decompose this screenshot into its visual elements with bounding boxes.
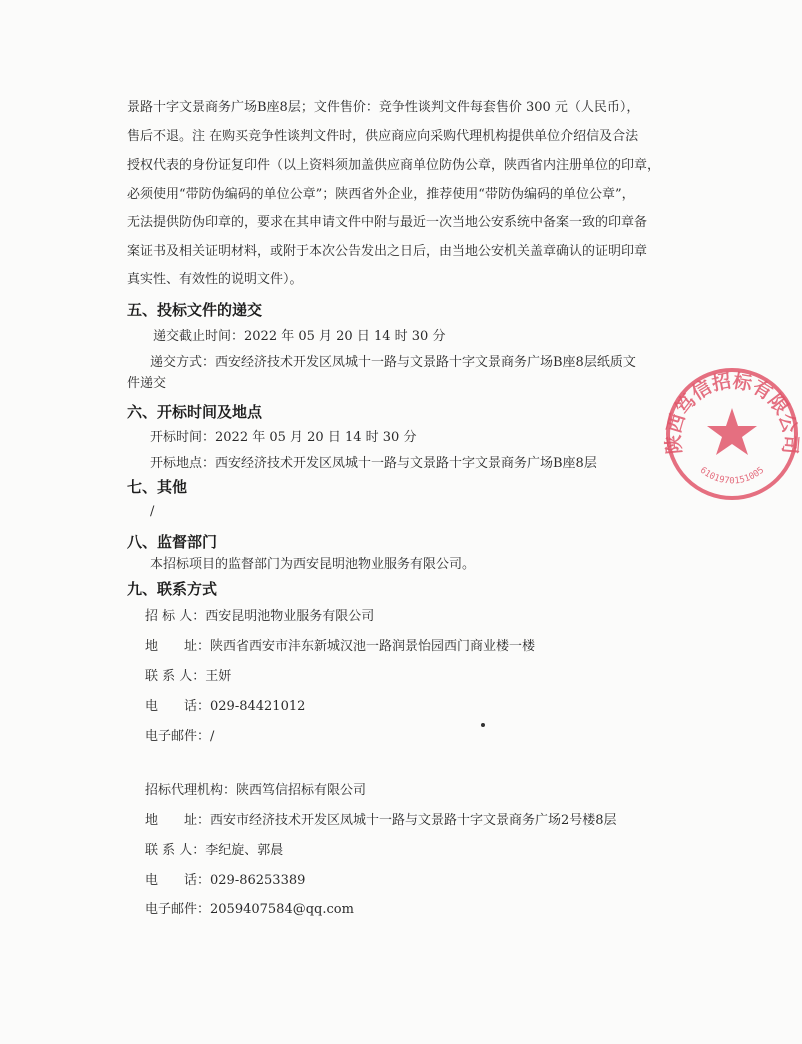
agency-address-row [145, 812, 617, 830]
field-value: 西安市经济技术开发区凤城十一路与文景路十字文景商务广场2号楼8层 [210, 813, 617, 828]
field-value: 2059407584@qq.com [210, 902, 354, 917]
field-value: 李纪旋、郭晨 [205, 843, 284, 858]
intro-line: 案证书及相关证明材料，或附于本次公告发出之日后，由当地公安机关盖章确认的证明印章 [127, 244, 648, 259]
seal-code: 6101970151005 [697, 465, 767, 487]
intro-line: 售后不退。注 在购买竞争性谈判文件时，供应商应向采购代理机构提供单位介绍信及合法 [127, 129, 639, 144]
intro-line: 无法提供防伪印章的，要求在其申请文件中附与最近一次当地公安系统中备案一致的印章备 [127, 215, 648, 230]
field-label: 地 址： [145, 813, 211, 828]
field-value: 029-86253389 [210, 873, 306, 888]
field-value: 陕西笃信招标有限公司 [236, 783, 367, 798]
scan-dot [481, 723, 485, 727]
field-label: 招 标 人： [145, 609, 206, 624]
field-label: 电 话： [145, 873, 211, 888]
field-label: 电 话： [145, 699, 211, 714]
company-seal [662, 364, 802, 504]
intro-line: 真实性、有效性的说明文件）。 [127, 272, 303, 287]
submission-method-cont: 件递交 [127, 376, 167, 391]
field-value: 王妍 [205, 669, 232, 684]
field-value: 陕西省西安市沣东新城汉池一路润景怡园西门商业楼一楼 [210, 639, 536, 654]
agency-name-row [145, 782, 366, 800]
supervision-text: 本招标项目的监督部门为西安昆明池物业服务有限公司。 [150, 557, 476, 572]
tenderer-address-row [145, 638, 535, 656]
opening-time: 开标时间：2022 年 05 月 20 日 14 时 30 分 [150, 430, 417, 445]
tenderer-email-row [145, 728, 214, 746]
field-label: 联 系 人： [145, 669, 206, 684]
section-5-heading: 五、投标文件的递交 [127, 301, 263, 319]
field-label: 招标代理机构： [145, 783, 237, 798]
submission-deadline: 递交截止时间：2022 年 05 月 20 日 14 时 30 分 [153, 329, 446, 344]
intro-line: 必须使用“带防伪编码的单位公章”；陕西省外企业，推荐使用“带防伪编码的单位公章”， [127, 187, 635, 202]
agency-email-row [145, 901, 354, 919]
field-value: 西安昆明池物业服务有限公司 [205, 609, 375, 624]
field-label: 电子邮件： [145, 729, 211, 744]
tenderer-name-row [145, 608, 374, 626]
seal-star-icon [707, 408, 757, 455]
field-value: 029-84421012 [210, 699, 306, 714]
submission-method: 递交方式：西安经济技术开发区凤城十一路与文景路十字文景商务广场B座8层纸质文 [150, 355, 636, 370]
intro-line: 景路十字文景商务广场B座8层；文件售价：竞争性谈判文件每套售价 300 元（人民币）， [127, 100, 640, 115]
section-8-heading: 八、监督部门 [127, 533, 218, 551]
agency-phone-row [145, 872, 305, 890]
agency-contact-row [145, 842, 283, 860]
seal-text: 陕西笃信招标有限公司 [662, 370, 802, 455]
field-label: 电子邮件： [145, 902, 211, 917]
section-7-heading: 七、其他 [127, 478, 188, 496]
intro-line: 授权代表的身份证复印件（以上资料须加盖供应商单位防伪公章，陕西省内注册单位的印章， [127, 158, 661, 173]
opening-place: 开标地点：西安经济技术开发区凤城十一路与文景路十字文景商务广场B座8层 [150, 456, 597, 471]
field-label: 联 系 人： [145, 843, 206, 858]
section-9-heading: 九、联系方式 [127, 580, 218, 598]
field-label: 地 址： [145, 639, 211, 654]
section-6-heading: 六、开标时间及地点 [127, 403, 263, 421]
field-value: / [210, 729, 215, 744]
tenderer-contact-row [145, 668, 231, 686]
other-text: / [150, 504, 155, 519]
tenderer-phone-row [145, 698, 305, 716]
